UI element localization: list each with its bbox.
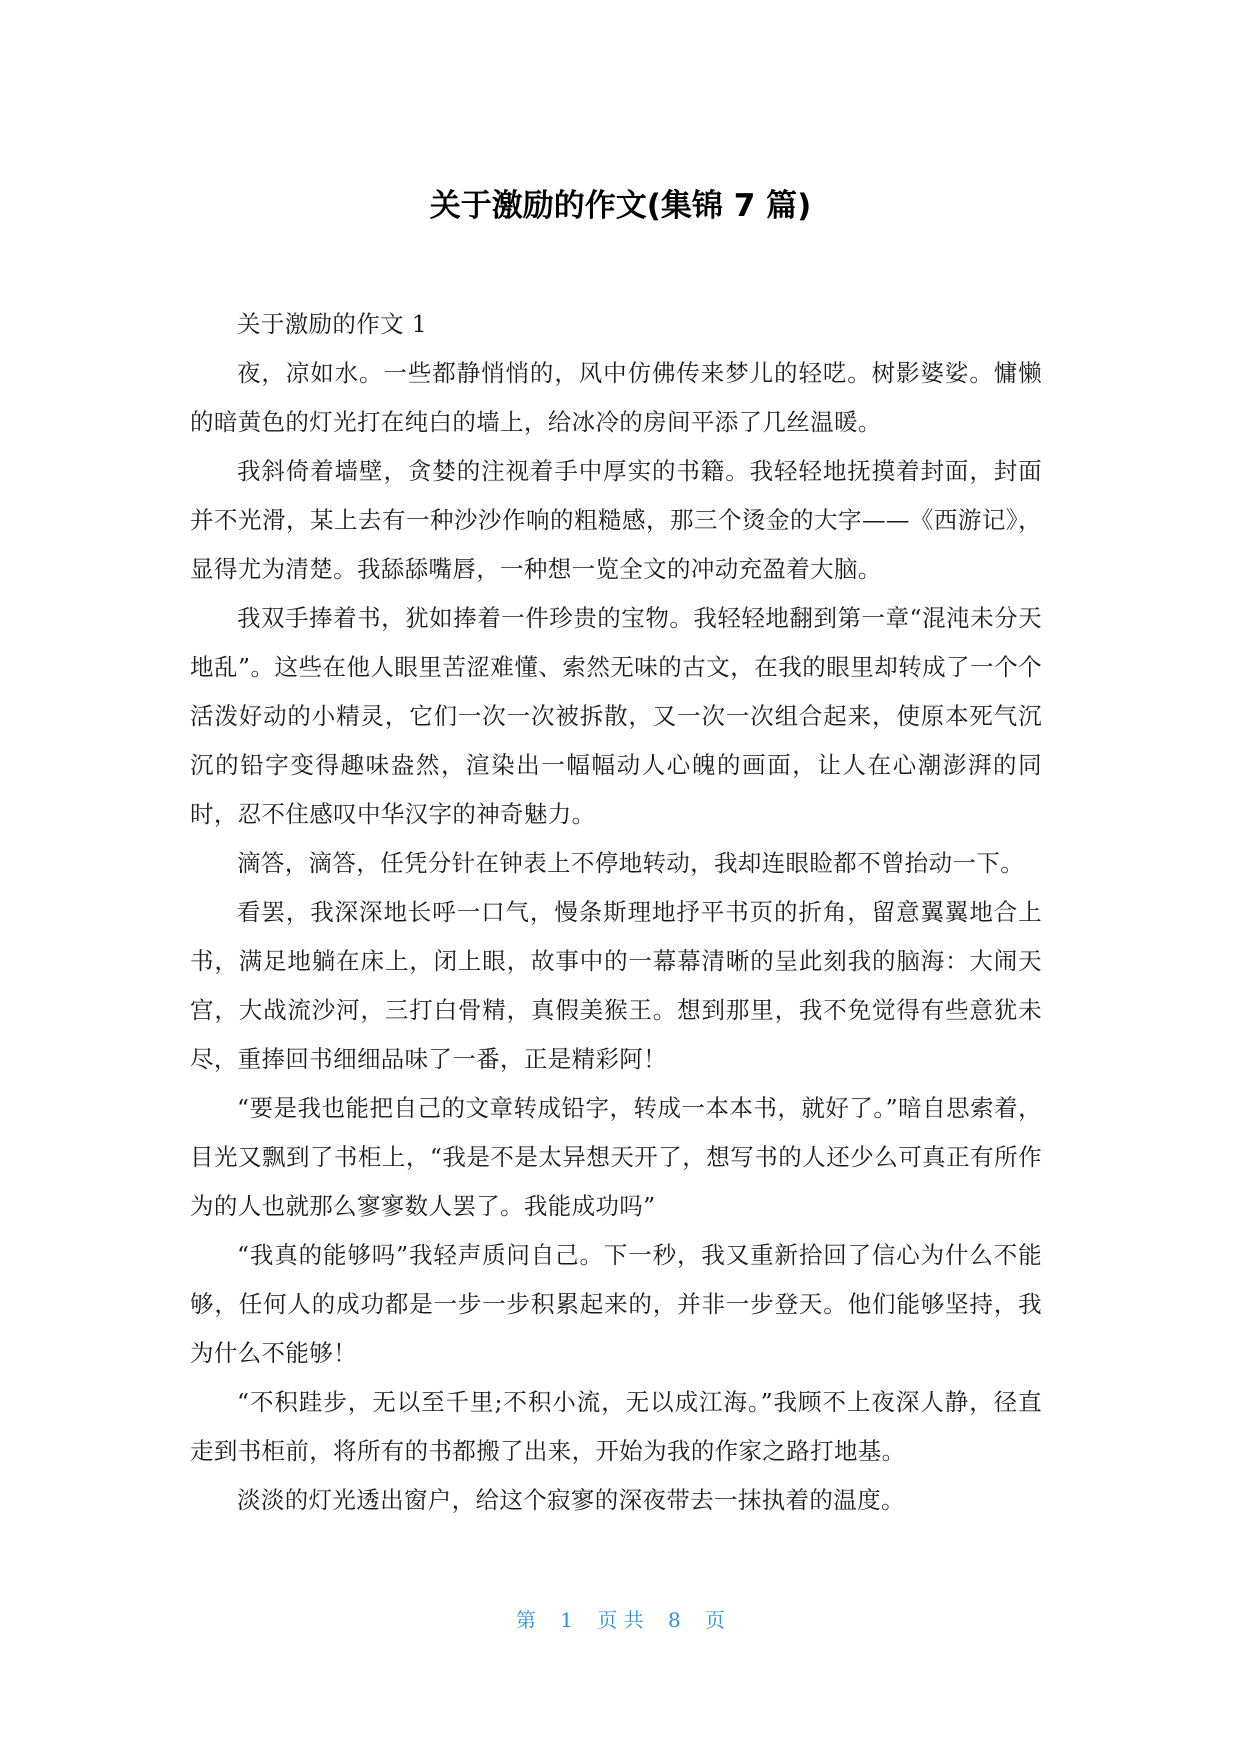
footer-word-page-total: 页 共	[597, 1608, 644, 1632]
total-pages-number: 8	[668, 1608, 681, 1632]
paragraph: 我斜倚着墙壁，贪婪的注视着手中厚实的书籍。我轻轻地抚摸着封面，封面并不光滑，某上去有一种沙沙作响的粗糙感，那三个烫金的大字——《西游记》，显得尤为清楚。我舔舔嘴唇，一种想一览全文的冲动充盈着大脑。	[190, 457, 1042, 583]
section-heading: 关于激励的作文 1	[237, 310, 428, 338]
paragraph: “不积跬步，无以至千里;不积小流，无以成江海。”我顾不上夜深人静，径直走到书柜前，将所有的书都搬了出来，开始为我的作家之路打地基。	[190, 1388, 1042, 1465]
footer-word-page: 第	[515, 1608, 536, 1632]
paragraph: “我真的能够吗”我轻声质问自己。下一秒，我又重新拾回了信心为什么不能够，任何人的成功都是一步一步积累起来的，并非一步登天。他们能够坚持，我为什么不能够！	[190, 1241, 1042, 1367]
paragraph: 看罢，我深深地长呼一口气，慢条斯理地抒平书页的折角，留意翼翼地合上书，满足地躺在床上，闭上眼，故事中的一幕幕清晰的呈此刻我的脑海：大闹天宫，大战流沙河，三打白骨精，真假美猴王。想到那里，我不免觉得有些意犹未尽，重捧回书细细品味了一番，正是精彩阿！	[190, 898, 1042, 1073]
page-title: 关于激励的作文(集锦 7 篇)	[429, 188, 812, 224]
footer-word-page-end: 页	[705, 1608, 726, 1632]
paragraph: “要是我也能把自己的文章转成铅字，转成一本本书，就好了。”暗自思索着，目光又飘到了书柜上，“我是不是太异想天开了，想写书的人还少么可真正有所作为的人也就那么寥寥数人罢了。我能成功吗”	[190, 1094, 1042, 1220]
paragraph: 滴答，滴答，任凭分针在钟表上不停地转动，我却连眼睑都不曾抬动一下。	[237, 849, 1025, 877]
paragraph: 我双手捧着书，犹如捧着一件珍贵的宝物。我轻轻地翻到第一章“混沌未分天地乱”。这些在他人眼里苦涩难懂、索然无味的古文，在我的眼里却转成了一个个活泼好动的小精灵，它们一次一次被拆散，又一次一次组合起来，使原本死气沉沉的铅字变得趣味盎然，渲染出一幅幅动人心魄的画面，让人在心潮澎湃的同时，忍不住感叹中华汉字的神奇魅力。	[190, 604, 1042, 828]
document-body	[190, 300, 1042, 1525]
paragraph: 淡淡的灯光透出窗户，给这个寂寥的深夜带去一抹执着的温度。	[237, 1486, 905, 1514]
current-page-number: 1	[560, 1608, 573, 1632]
paragraph: 夜，凉如水。一些都静悄悄的，风中仿佛传来梦儿的轻呓。树影婆娑。慵懒的暗黄色的灯光打在纯白的墙上，给冰冷的房间平添了几丝温暖。	[190, 359, 1042, 436]
page-footer	[0, 1606, 1241, 1634]
